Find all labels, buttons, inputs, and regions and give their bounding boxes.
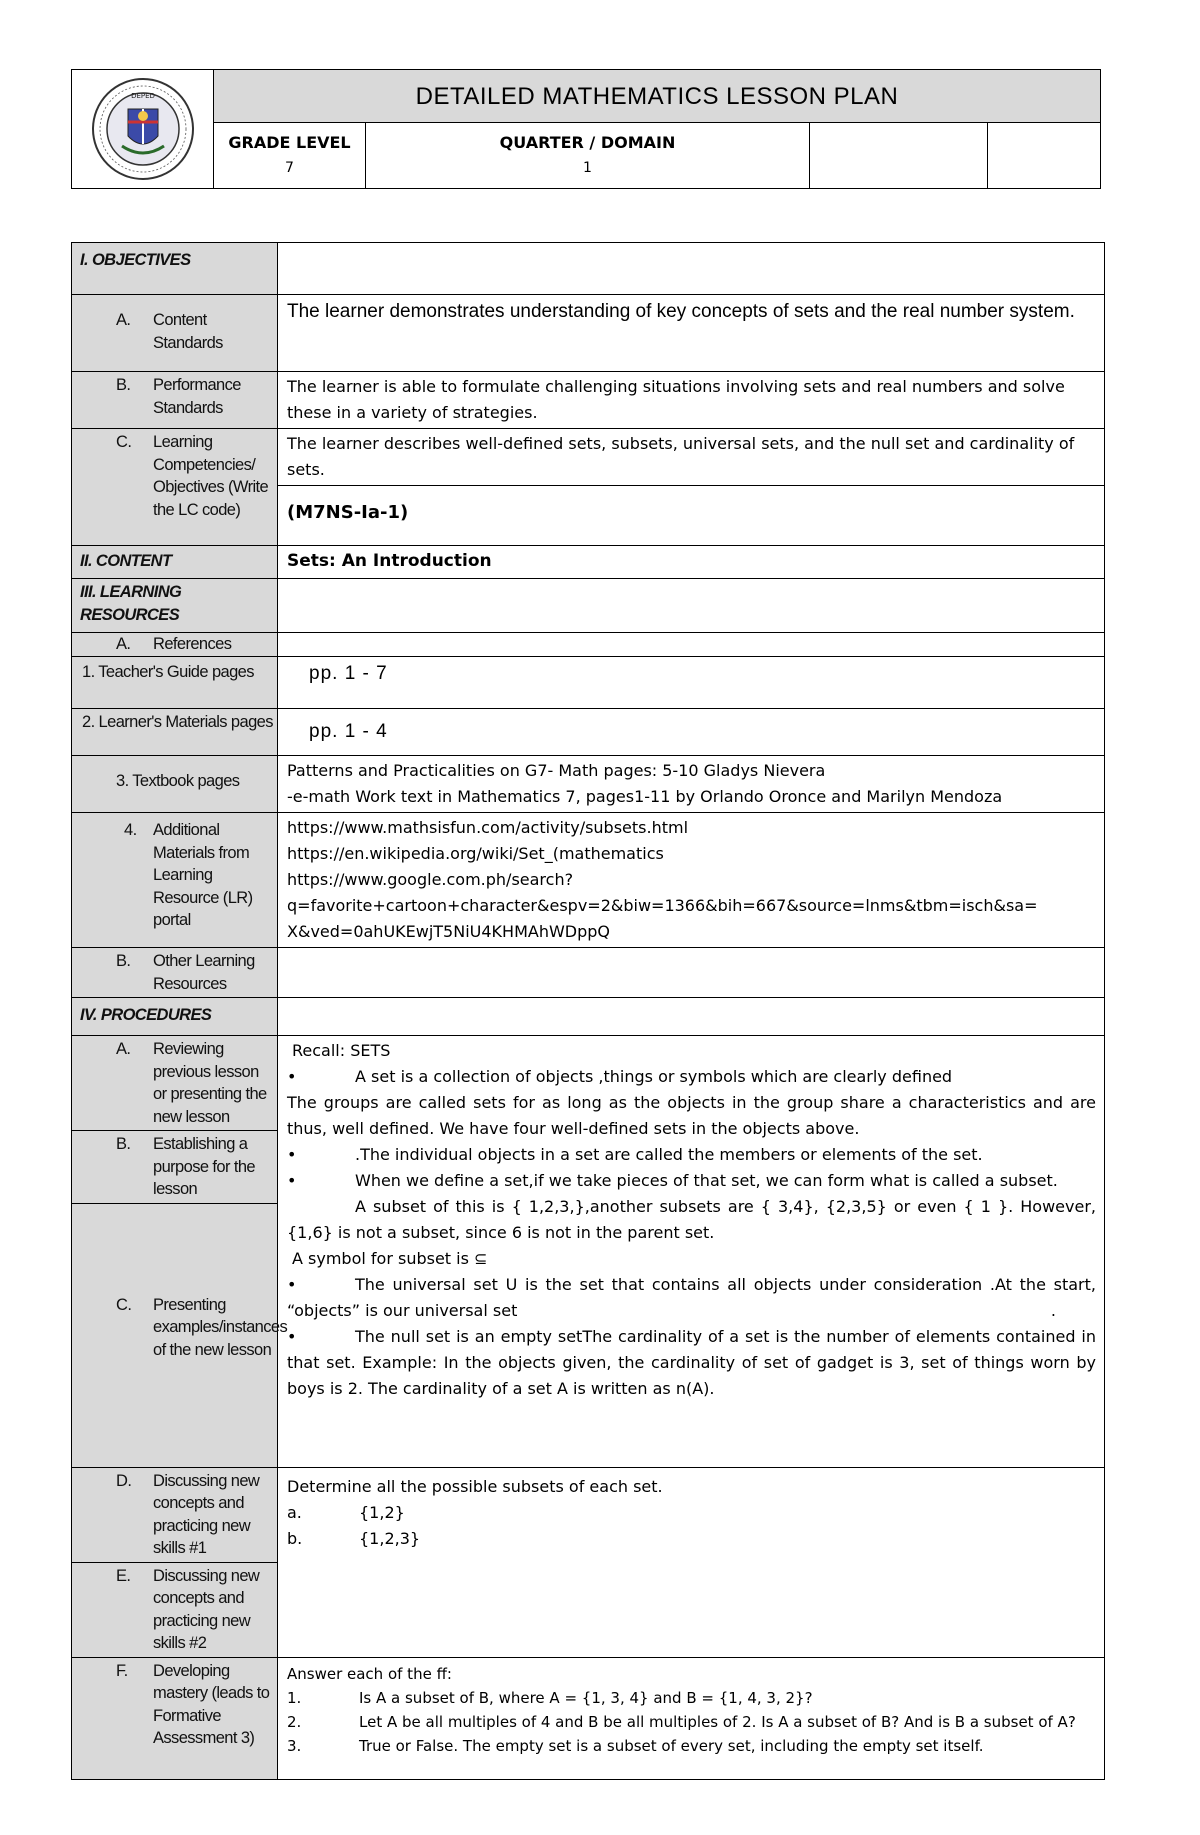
references-letter: A. [116, 635, 131, 653]
bullet-icon: • [287, 1067, 297, 1086]
list-item: b. {1,2,3} [287, 1528, 421, 1548]
bullet-item: • A set is a collection of objects ,things or symbols which are clearly defined [287, 1064, 1096, 1090]
table-row [72, 1657, 1105, 1779]
quarter-domain-cell [366, 123, 810, 188]
proc-d-label: Discussing new concepts and practicing new skills #1 [153, 1471, 260, 1557]
empty-cell [278, 948, 1105, 998]
grade-level-value: 7 [285, 160, 294, 176]
bullet-item: • .The individual objects in a set are called the members or elements of the set. [287, 1142, 1096, 1168]
list-item: 1. Is A a subset of B, where A = {1, 3, 4} and B = {1, 4, 3, 2}? [287, 1688, 813, 1707]
proc-e-letter: E. [116, 1566, 131, 1585]
objectives-heading-cell [72, 243, 278, 295]
proc-f-label: Developing mastery (leads to Formative Assessment 3) [153, 1661, 270, 1747]
resource-link[interactable]: https://www.mathsisfun.com/activity/subsets.html [287, 818, 689, 837]
links-cell [278, 813, 1105, 948]
svg-text:DEPED: DEPED [131, 92, 155, 100]
header-table [71, 69, 1101, 189]
paragraph: A subset of this is { 1,2,3,},another subsets are { 3,4}, {2,3,5} or even { 1 }. However, {1,6} is not a subset, since 6 is not in the parent set. [287, 1197, 1096, 1242]
logo-cell [72, 70, 214, 188]
competencies-text: The learner describes well-defined sets, subsets, universal sets, and the null set and cardinality of sets. [278, 429, 1105, 486]
quarter-domain-label: QUARTER / DOMAIN [499, 133, 676, 152]
performance-standards-letter: B. [116, 376, 131, 394]
grade-level-cell [214, 123, 366, 188]
resource-link[interactable]: https://www.google.com.ph/search? [287, 870, 574, 889]
proc-b-label: Establishing a purpose for the lesson [153, 1135, 255, 1198]
textbook-line-2: -e-math Work text in Mathematics 7, pages1-11 by Orlando Oronce and Marilyn Mendoza [287, 787, 1003, 806]
competencies-label: Learning Competencies/ Objectives (Write the LC code) [153, 433, 269, 519]
proc-b-letter: B. [116, 1135, 131, 1153]
deped-seal-icon [88, 74, 198, 184]
proc-a-label-cell [72, 1036, 278, 1131]
table-row [72, 295, 1105, 372]
competencies-label-cell [72, 429, 278, 546]
empty-header-cell [810, 123, 988, 188]
proc-f-label-cell [72, 1657, 278, 1779]
table-row [72, 709, 1105, 756]
performance-standards-text: The learner is able to formulate challenging situations involving sets and real numbers and solve these in a variety of strategies. [278, 372, 1105, 429]
references-label-cell [72, 633, 278, 657]
proc-d-letter: D. [116, 1471, 132, 1490]
paragraph: The groups are called sets for as long as the objects in the group share a characteristics and are thus, well defined. We have four well-defined sets in the objects above. [287, 1093, 1096, 1138]
bullet-icon: • [287, 1275, 297, 1294]
table-row [72, 948, 1105, 998]
proc-c-label-cell [72, 1203, 288, 1467]
table-row [72, 429, 1105, 486]
resources-heading-cell [72, 579, 278, 633]
table-row [72, 372, 1105, 429]
textbook-line-1: Patterns and Practicalities on G7- Math pages: 5-10 Gladys Nievera [287, 761, 826, 780]
resources-heading: III. LEARNING RESOURCES [80, 583, 182, 624]
table-row [72, 756, 1105, 813]
content-standards-label-cell [72, 295, 278, 372]
developing-mastery-cell [278, 1657, 1105, 1779]
table-row [72, 1467, 1105, 1562]
proc-e-label: Discussing new concepts and practicing new skills #2 [153, 1566, 260, 1652]
proc-b-label-cell [72, 1131, 278, 1204]
subset-symbol-line: A symbol for subset is ⊆ [292, 1249, 488, 1268]
list-item: 2. Let A be all multiples of 4 and B be all multiples of 2. Is A a subset of B? And is B a subset of A? [287, 1712, 1076, 1731]
performance-standards-label-cell [72, 372, 278, 429]
resource-link[interactable]: q=favorite+cartoon+character&espv=2&biw=1366&bih=667&source=lnms&tbm=isch&sa= [287, 896, 1038, 915]
procedures-heading-cell [72, 998, 278, 1036]
empty-cell [278, 998, 1105, 1036]
proc-a-label: Reviewing previous lesson or presenting the new lesson [153, 1040, 267, 1126]
bullet-icon: • [287, 1171, 297, 1190]
proc-a-letter: A. [116, 1040, 131, 1058]
bullet-item: • When we define a set,if we take pieces of that set, we can form what is called a subset. [287, 1168, 1096, 1194]
resource-link[interactable]: X&ved=0ahUKEwjT5NiU4KHMAhWDppQ [287, 922, 610, 941]
textbook-label-cell [72, 756, 278, 813]
table-row [72, 243, 1105, 295]
proc-f-letter: F. [116, 1661, 128, 1680]
teachers-guide-label: 1. Teacher's Guide pages [82, 663, 254, 681]
table-row [72, 998, 1105, 1036]
empty-cell [278, 579, 1105, 633]
other-resources-letter: B. [116, 952, 131, 970]
table-row [72, 657, 1105, 709]
subsets-exercise-cell [278, 1467, 1105, 1657]
content-heading-cell [72, 546, 278, 579]
empty-header-cell [988, 123, 1100, 188]
other-resources-label: Other Learning Resources [153, 952, 255, 993]
other-resources-label-cell [72, 948, 278, 998]
procedures-heading: IV. PROCEDURES [80, 1006, 212, 1024]
presenting-examples-cell [278, 1036, 1105, 1468]
bullet-item: • The universal set U is the set that contains all objects under consideration .At the start, “objects” is our universal set . [287, 1272, 1096, 1324]
additional-materials-label: Additional Materials from Learning Resource (LR) portal [153, 821, 253, 929]
document-title: DETAILED MATHEMATICS LESSON PLAN [214, 70, 1100, 123]
proc-c-letter: C. [116, 1295, 132, 1314]
lc-code: (M7NS-Ia-1) [278, 486, 1105, 546]
content-standards-text: The learner demonstrates understanding of key concepts of sets and the real number system. [278, 295, 1105, 372]
table-row [72, 633, 1105, 657]
bullet-item: • The null set is an empty setThe cardinality of a set is the number of elements contained in that set. Example: In the objects given, the cardinality of set of gadget is 3, set of things worn by boys is 2. The cardinality of a set A is written as n(A). [287, 1324, 1096, 1402]
table-row [72, 813, 1105, 948]
quarter-domain-value: 1 [583, 160, 592, 176]
proc-d-label-cell [72, 1467, 278, 1562]
teachers-guide-value: pp. 1 - 7 [278, 657, 1105, 709]
references-label: References [153, 635, 232, 653]
content-heading: II. CONTENT [80, 552, 172, 570]
additional-materials-number: 4. [124, 821, 137, 839]
lesson-plan-table [71, 242, 1105, 1780]
recall-line: Recall: SETS [292, 1041, 391, 1060]
teachers-guide-label-cell [72, 657, 278, 709]
bullet-icon: • [287, 1145, 297, 1164]
learners-materials-label: 2. Learner's Materials pages [82, 713, 273, 731]
textbook-cell [278, 756, 1105, 813]
proc-c-label: Presenting examples/instances of the new lesson [153, 1295, 288, 1359]
objectives-heading: I. OBJECTIVES [80, 251, 191, 269]
learners-materials-label-cell [72, 709, 278, 756]
grade-level-label: GRADE LEVEL [228, 133, 351, 152]
content-topic: Sets: An Introduction [278, 546, 1105, 579]
additional-materials-label-cell [72, 813, 278, 948]
content-standards-letter: A. [116, 311, 131, 329]
content-standards-label: Content Standards [153, 311, 223, 352]
subsets-exercise-intro: Determine all the possible subsets of each set. [287, 1476, 663, 1496]
table-row [72, 546, 1105, 579]
competencies-letter: C. [116, 433, 132, 451]
proc-e-label-cell [72, 1562, 278, 1657]
learners-materials-value: pp. 1 - 4 [278, 709, 1105, 756]
table-row [72, 1036, 1105, 1131]
textbook-label: 3. Textbook pages [116, 772, 240, 790]
table-row [72, 579, 1105, 633]
list-item: a. {1,2} [287, 1502, 405, 1522]
developing-mastery-intro: Answer each of the ff: [287, 1664, 452, 1683]
resource-link[interactable]: https://en.wikipedia.org/wiki/Set_(mathematics [287, 844, 664, 863]
bullet-icon: • [287, 1327, 297, 1346]
performance-standards-label: Performance Standards [153, 376, 241, 417]
empty-cell [278, 243, 1105, 295]
empty-cell [278, 633, 1105, 657]
list-item: 3. True or False. The empty set is a subset of every set, including the empty set itself. [287, 1736, 984, 1755]
